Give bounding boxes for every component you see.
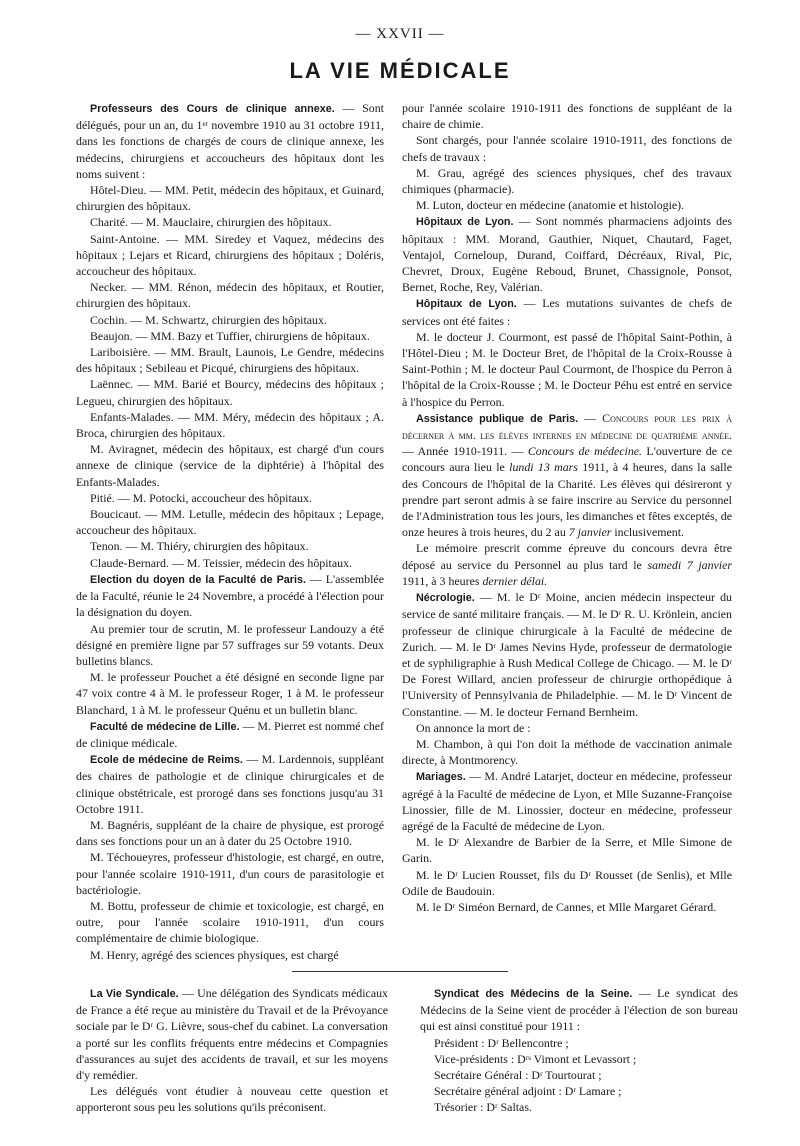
paragraph: M. Chambon, à qui l'on doit la méthode de vaccination animale directe, à Montmorency.: [402, 736, 732, 768]
paragraph: [402, 295, 732, 328]
section-heading: Hôpitaux de Lyon.: [416, 298, 517, 311]
paragraph-text: — M. Lardennois, suppléant des chaires de pathologie et de clinique chirurgicales et de clinique obstétricale, est prorogé dans ses fonctions jusqu'au 31 Octobre 1911.: [76, 752, 384, 816]
paragraph: [402, 410, 732, 541]
italic-text: lundi 13 mars: [509, 460, 578, 475]
paragraph: Secrétaire général adjoint : Dʳ Lamare ;: [434, 1084, 622, 1099]
small-caps-text: — Concours pour les prix à décerner à mm. les élèves internes en médecine de quatrième année.: [402, 410, 732, 443]
paragraph: M. Téchoueyres, professeur d'histologie, est chargé, en outre, pour l'année scolaire 1910-1911, d'un cours de parasitologie et bactériologie.: [76, 850, 384, 897]
paragraph: Claude-Bernard. — M. Teissier, médecin des hôpitaux.: [90, 555, 352, 570]
paragraph: Hôtel-Dieu. — MM. Petit, médecin des hôpitaux, et Guinard, chirurgien des hôpitaux.: [76, 183, 384, 214]
section-heading: Ecole de médecine de Reims.: [90, 754, 243, 767]
paragraph: M. le docteur J. Courmont, est passé de l'hôpital Saint-Pothin, à l'Hôtel-Dieu ; M. le Docteur Bret, de l'hôpital de la Croix-Rousse à Saint-Pothin ; M. le docteur Paul Courmont, de l'hospice du Perron à l'hôpital de la Croix-Rousse ; M. le Docteur Péhu est entré en service à l'hospice du Perron.: [402, 329, 732, 409]
paragraph: M. le Dʳ Alexandre de Barbier de la Serre, et Mlle Simone de Garin.: [402, 835, 732, 866]
paragraph: Beaujon. — MM. Bazy et Tuffier, chirurgiens de hôpitaux.: [90, 328, 370, 343]
paragraph: [402, 540, 732, 589]
paragraph: Laënnec. — MM. Barié et Bourcy, médecins des hôpitaux ; Legueu, chirurgien des hôpitaux.: [76, 377, 384, 408]
paragraph-text: — Le syndicat des Médecins de la Seine vient de procéder à l'élection de son bureau qui est ainsi constitué pour 1911 :: [420, 986, 738, 1034]
section-heading: Mariages.: [416, 771, 466, 784]
paragraph: [402, 768, 732, 834]
paragraph: Les délégués vont étudier à nouveau cette question et apporteront sous peu les solutions qu'ils préconisent.: [76, 1084, 388, 1115]
paragraph: Boucicaut. — MM. Letulle, médecin des hôpitaux ; Lepage, accoucheur des hôpitaux.: [76, 507, 384, 538]
paragraph-text: — M. le Dʳ Moine, ancien médecin inspecteur du service de santé militaire français. — M. le Dʳ R. U. Krönlein, ancien professeur de clinique chirurgicale à la Faculté de médecine de Zurich. — M. le Dʳ James Nevins Hyde, professeur de dermatologie et de syphiligraphie à Rush Medical College de Chicago. — M. le Dʳ De Forest Willard, ancien professeur de chirurgie orthopédique à l'University of Pennsylvania de Philadelphie. — M. le Dʳ Vincent de Constantine. — M. le docteur Fernand Bernheim.: [402, 590, 732, 719]
section-heading: Hôpitaux de Lyon.: [416, 216, 514, 229]
paragraph-text: — Sont délégués, pour un an, du 1ᵉʳ novembre 1910 au 31 octobre 1911, dans les fonctions de chargés de cours de clinique annexe, les médecins, chirurgiens et accoucheurs des hôpitaux dont les noms suivent :: [76, 101, 384, 181]
paragraph: Charité. — M. Mauclaire, chirurgien des hôpitaux.: [90, 215, 332, 230]
paragraph: Président : Dʳ Bellencontre ;: [434, 1035, 569, 1050]
italic-text: samedi 7 janvier: [647, 557, 732, 572]
paragraph: Enfants-Malades. — MM. Méry, médecin des hôpitaux ; A. Broca, chirurgien des hôpitaux.: [76, 409, 384, 441]
paragraph: M. le professeur Pouchet a été désigné en seconde ligne par 47 voix contre 4 à M. le professeur Roger, 1 à M. le professeur Blanchard, 1 à M. le professeur Quénu et un bulletin blanc.: [76, 670, 384, 717]
paragraph: [76, 985, 388, 1083]
paragraph: [402, 213, 732, 295]
paragraph: M. le Dʳ Siméon Bernard, de Cannes, et Mlle Margaret Gérard.: [416, 899, 717, 914]
page-number: — XXVII —: [355, 26, 445, 42]
paragraph: [76, 100, 384, 182]
paragraph-text: 1911, à 4 heures, dans la salle des Concours de l'hôpital de la Charité. Les élèves qui désireront y prendre part seront admis à se faire inscrire au Service du personnel de l'Administration tous les jours, les dimanches et fêtes exceptés, de onze heures à trois heures, du 2 au: [402, 460, 732, 540]
column-bottom-right: [420, 985, 738, 1116]
paragraph-text: — Une délégation des Syndicats médicaux de France a été reçue au ministère du Travail et de la Prévoyance sociale par le Dʳ G. Lièvre, sous-chef du cabinet. La conversation a porté sur les conflits fréquents entre médecins et Compagnies d'assurances au sujet des accidents de travail, et sur les moyens d'y remédier.: [76, 986, 388, 1083]
paragraph: On annonce la mort de :: [416, 720, 531, 735]
paragraph-text: 1911, à 3 heures: [402, 573, 483, 588]
paragraph: Trésorier : Dʳ Saltas.: [434, 1100, 532, 1115]
paragraph: M. Bagnéris, suppléant de la chaire de physique, est prorogé dans ses fonctions pour un an à dater du 25 Octobre 1910.: [76, 817, 384, 849]
paragraph: Au premier tour de scrutin, M. le professeur Landouzy a été désigné en première ligne par 57 suffrages sur 59 votants. Deux bulletins blancs.: [76, 621, 384, 668]
paragraph: Pitié. — M. Potocki, accoucheur des hôpitaux.: [90, 490, 312, 505]
paragraph: Saint-Antoine. — MM. Siredey et Vaquez, médecins des hôpitaux ; Lejars et Ricard, chirurgiens des hôpitaux ; Doléris, accoucheur des hôpitaux.: [76, 231, 384, 279]
paragraph: M. Henry, agrégé des sciences physiques, est chargé: [90, 947, 339, 962]
section-heading: Faculté de médecine de Lille.: [90, 720, 240, 733]
paragraph: Necker. — MM. Rénon, médecin des hôpitaux, et Routier, chirurgien des hôpitaux.: [76, 280, 384, 311]
paragraph: M. Grau, agrégé des sciences physiques, chef des travaux chimiques (pharmacie).: [402, 165, 732, 197]
paragraph: M. le Dʳ Lucien Rousset, fils du Dʳ Rousset (de Senlis), et Mlle Odile de Baudouin.: [402, 867, 732, 898]
italic-text: Concours de médecine.: [527, 444, 643, 459]
column-left: [76, 100, 384, 963]
paragraph: Sont chargés, pour l'année scolaire 1910-1911, des fonctions de chefs de travaux :: [402, 133, 732, 164]
italic-text: dernier délai.: [482, 573, 548, 588]
paragraph: pour l'année scolaire 1910-1911 des fonctions de suppléant de la chaire de chimie.: [402, 101, 732, 132]
paragraph: [402, 589, 732, 720]
paragraph-text: L'ouverture de ce concours aura lieu le: [402, 444, 732, 475]
section-heading: Professeurs des Cours de clinique annexe.: [90, 103, 335, 115]
paragraph-text: inclusivement.: [611, 525, 685, 540]
paragraph: M. Aviragnet, médecin des hôpitaux, est chargé d'un cours annexe de clinique (service de la diphtérie) à l'hôpital des Enfants-Malades.: [76, 442, 384, 489]
paragraph: [420, 985, 738, 1035]
section-divider: [292, 971, 508, 972]
section-heading: Election du doyen de la Faculté de Paris.: [90, 573, 306, 586]
paragraph-text: — M. André Latarjet, docteur en médecine, professeur agrégé à la Faculté de médecine de Lyon, et Mlle Suzanne-Françoise Linossier, fille de M. Linossier, docteur en médecine, professeur agrégé de la Faculté de médecine de Lyon.: [402, 769, 732, 833]
paragraph: M. Luton, docteur en médecine (anatomie et histologie).: [416, 198, 685, 213]
page-title: LA VIE MÉDICALE: [289, 58, 511, 83]
paragraph: Cochin. — M. Schwartz, chirurgien des hôpitaux.: [90, 312, 327, 327]
section-heading: Syndicat des Médecins de la Seine.: [434, 988, 633, 1000]
paragraph-text: — Sont nommés pharmaciens adjoints des hôpitaux : MM. Morand, Gauthier, Niquet, Chautard, Faget, Ventajol, Corneloup, Durand, Coiffard, Décréaux, Rival, Pic, Chevret, Droux, Eugène Reboud, Brunet, Chassignole, Ponsot, Bernet, Roche, Rey, Valérian.: [402, 214, 732, 295]
paragraph-text: — L'assemblée de la Faculté, réunie le 24 Novembre, a procédé à l'élection pour la désignation du doyen.: [76, 571, 384, 620]
paragraph: Tenon. — M. Thiéry, chirurgien des hôpitaux.: [90, 539, 309, 554]
column-bottom-left: [76, 985, 388, 1116]
italic-text: 7 janvier: [568, 525, 612, 540]
paragraph: Lariboisière. — MM. Brault, Launois, Le Gendre, médecins des hôpitaux ; Sebileau et Picqué, chirurgiens des hôpitaux.: [76, 345, 384, 376]
paragraph-text: — Les mutations suivantes de chefs de services ont été faites :: [402, 296, 732, 328]
column-right: [402, 100, 732, 915]
section-heading: La Vie Syndicale.: [90, 988, 179, 1000]
paragraph-text: — Année 1910-1911. —: [402, 444, 528, 459]
paragraph: [76, 718, 384, 751]
paragraph: [76, 751, 384, 817]
section-heading: Nécrologie.: [416, 592, 475, 605]
paragraph: Secrétaire Général : Dʳ Tourtourat ;: [434, 1068, 602, 1083]
paragraph: [76, 571, 384, 621]
paragraph-text: — M. Pierret est nommé chef de clinique médicale.: [76, 718, 385, 750]
paragraph: Vice-présidents : Dʳˢ Vimont et Levassort ;: [434, 1051, 637, 1066]
section-heading: Assistance publique de Paris.: [416, 412, 579, 425]
paragraph: M. Bottu, professeur de chimie et toxicologie, est chargé, en outre, pour l'année scolaire 1910-1911, d'un cours complémentaire de chimie biologique.: [76, 898, 384, 946]
paragraph-text: Le mémoire prescrit comme épreuve du concours devra être déposé au service du Personnel au plus tard le: [402, 541, 732, 572]
